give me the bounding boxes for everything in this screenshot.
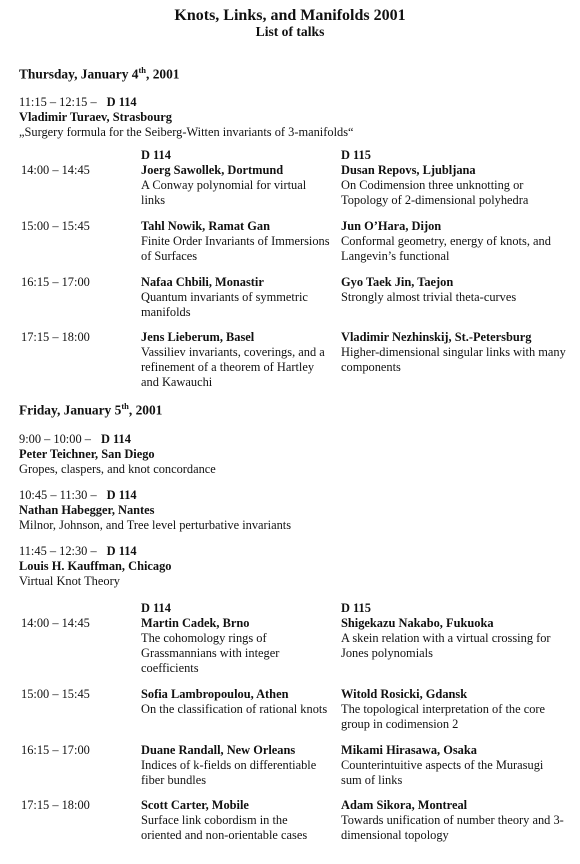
talk-title: Vassiliev invariants, coverings, and a refinement of a theorem of Hartley and Kawauchi xyxy=(141,345,325,390)
session-time: 16:15 – 17:00 xyxy=(21,275,90,289)
speaker-name: Duane Randall, New Orleans xyxy=(141,743,296,757)
talk-title: Quantum invariants of symmetric manifolds xyxy=(141,290,308,320)
talk-time: 11:45 – 12:30 – xyxy=(19,544,97,558)
talk-title: A skein relation with a virtual crossing for Jones polynomials xyxy=(341,631,551,661)
room-header-d114: D 114 xyxy=(141,601,171,615)
speaker-name: Jens Lieberum, Basel xyxy=(141,330,255,344)
speaker-name: Jun O’Hara, Dijon xyxy=(341,219,442,233)
talk-title: Strongly almost trivial theta-curves xyxy=(341,290,517,305)
talk-title: Indices of k-fields on differentiable fiber bundles xyxy=(141,758,317,788)
speaker-name: Gyo Taek Jin, Taejon xyxy=(341,275,454,289)
speaker-name: Adam Sikora, Montreal xyxy=(341,798,468,812)
session-right-talk xyxy=(341,687,566,732)
session-right-talk xyxy=(341,163,566,208)
session-right-talk xyxy=(341,275,566,305)
session-left-talk xyxy=(141,616,331,677)
speaker-name: Joerg Sawollek, Dortmund xyxy=(141,163,284,177)
speaker-name: Louis H. Kauffman, Chicago xyxy=(19,559,172,574)
room-label: D 114 xyxy=(106,488,137,502)
speaker-name: Sofia Lambropoulou, Athen xyxy=(141,687,289,701)
room-label: D 114 xyxy=(106,95,137,109)
talk-title: The cohomology rings of Grassmannians with integer coefficients xyxy=(141,631,280,676)
session-left-talk xyxy=(141,743,331,788)
session-left-talk xyxy=(141,163,331,208)
talk-title: Towards unification of number theory and 3-dimensional topology xyxy=(341,813,564,843)
room-header-d114: D 114 xyxy=(141,148,171,162)
talk-title: A Conway polynomial for virtual links xyxy=(141,178,307,208)
talk-title: Virtual Knot Theory xyxy=(19,574,120,589)
talk-time: 9:00 – 10:00 – xyxy=(19,432,91,446)
plenary-talk xyxy=(19,488,559,533)
session-time: 14:00 – 14:45 xyxy=(21,163,90,177)
session-right-talk xyxy=(341,330,566,375)
session-right-talk xyxy=(341,616,566,661)
speaker-name: Peter Teichner, San Diego xyxy=(19,447,155,462)
day-heading-thursday: Thursday, January 4th, 2001 xyxy=(19,65,180,82)
speaker-name: Shigekazu Nakabo, Fukuoka xyxy=(341,616,494,630)
session-left-talk xyxy=(141,687,331,717)
talk-time: 10:45 – 11:30 – xyxy=(19,488,97,502)
session-time: 17:15 – 18:00 xyxy=(21,330,90,344)
speaker-name: Mikami Hirasawa, Osaka xyxy=(341,743,477,757)
session-time: 17:15 – 18:00 xyxy=(21,798,90,812)
speaker-name: Nathan Habegger, Nantes xyxy=(19,503,155,518)
talk-title: Gropes, claspers, and knot concordance xyxy=(19,462,216,477)
talk-title: On Codimension three unknotting or Topology of 2-dimensional polyhedra xyxy=(341,178,529,208)
session-time: 15:00 – 15:45 xyxy=(21,219,90,233)
document-subtitle: List of talks xyxy=(255,24,325,39)
session-left-talk xyxy=(141,275,331,320)
speaker-name: Dusan Repovs, Ljubljana xyxy=(341,163,476,177)
speaker-name: Nafaa Chbili, Monastir xyxy=(141,275,264,289)
session-time: 16:15 – 17:00 xyxy=(21,743,90,757)
session-left-talk xyxy=(141,798,331,843)
plenary-talk xyxy=(19,544,559,589)
session-right-talk xyxy=(341,743,566,788)
session-time: 15:00 – 15:45 xyxy=(21,687,90,701)
speaker-name: Tahl Nowik, Ramat Gan xyxy=(141,219,270,233)
speaker-name: Witold Rosicki, Gdansk xyxy=(341,687,468,701)
session-left-talk xyxy=(141,330,331,391)
session-time: 14:00 – 14:45 xyxy=(21,616,90,630)
talk-title: On the classification of rational knots xyxy=(141,702,328,717)
session-right-talk xyxy=(341,798,566,843)
talk-title: Higher-dimensional singular links with many components xyxy=(341,345,566,375)
speaker-name: Martin Cadek, Brno xyxy=(141,616,250,630)
session-left-talk xyxy=(141,219,331,264)
talk-title: The topological interpretation of the core group in codimension 2 xyxy=(341,702,546,732)
room-header-d115: D 115 xyxy=(341,601,371,615)
speaker-name: Vladimir Nezhinskij, St.-Petersburg xyxy=(341,330,532,344)
document-title: Knots, Links, and Manifolds 2001 xyxy=(174,7,406,24)
room-header-d115: D 115 xyxy=(341,148,371,162)
talk-time: 11:15 – 12:15 – xyxy=(19,95,97,109)
day-heading-friday: Friday, January 5th, 2001 xyxy=(19,401,163,418)
talk-title: Surface link cobordism in the oriented and non-orientable cases xyxy=(141,813,308,843)
talk-title: Conformal geometry, energy of knots, and Langevin’s functional xyxy=(341,234,551,264)
plenary-talk xyxy=(19,95,559,140)
plenary-talk xyxy=(19,432,559,477)
speaker-name: Vladimir Turaev, Strasbourg xyxy=(19,110,172,125)
room-label: D 114 xyxy=(106,544,137,558)
session-right-talk xyxy=(341,219,566,264)
talk-title: Milnor, Johnson, and Tree level perturbative invariants xyxy=(19,518,292,533)
speaker-name: Scott Carter, Mobile xyxy=(141,798,249,812)
room-label: D 114 xyxy=(100,432,131,446)
talk-title: Finite Order Invariants of Immersions of Surfaces xyxy=(141,234,330,264)
talk-title: „Surgery formula for the Seiberg-Witten invariants of 3-manifolds“ xyxy=(19,125,354,140)
talk-title: Counterintuitive aspects of the Murasugi sum of links xyxy=(341,758,544,788)
